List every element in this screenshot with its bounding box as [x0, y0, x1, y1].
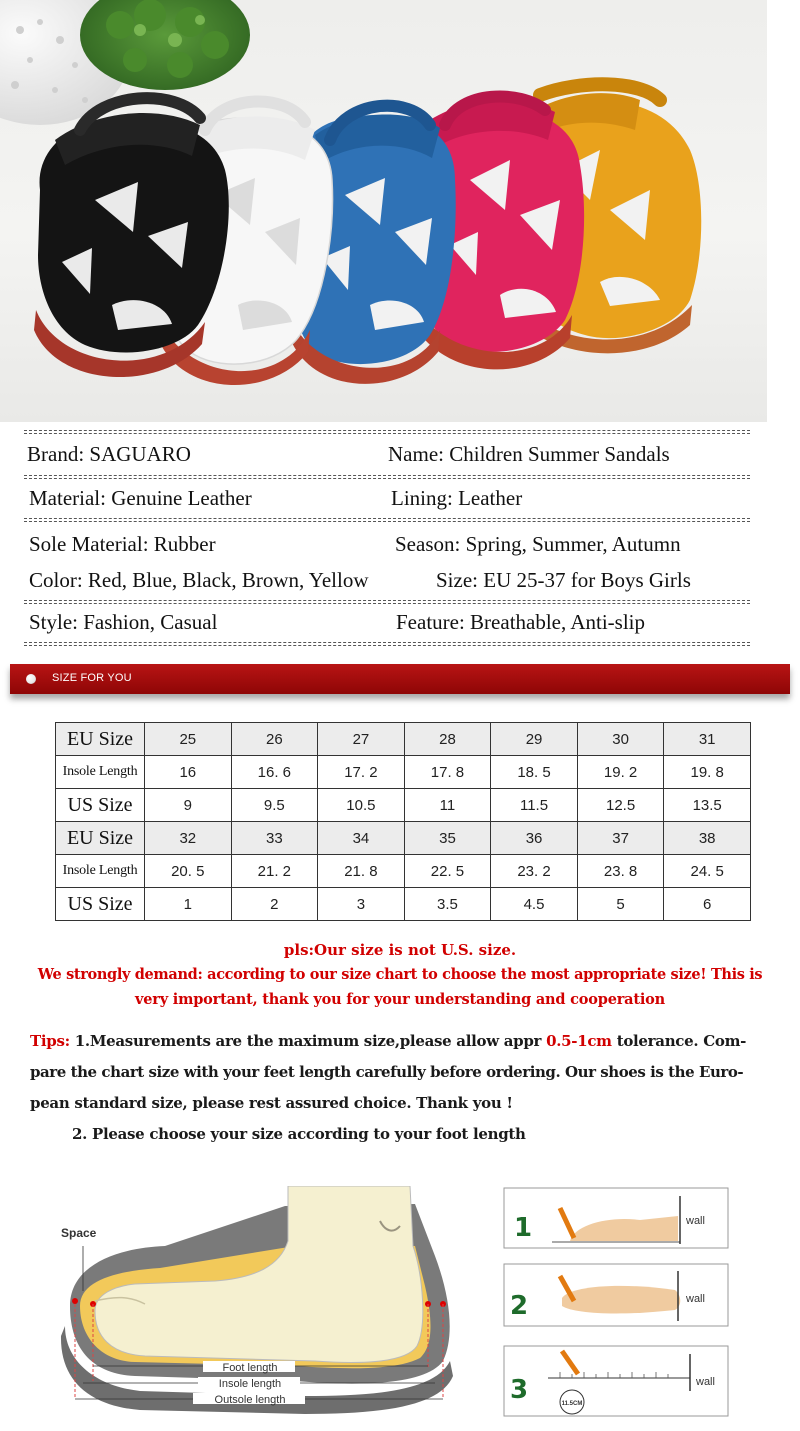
size-banner-label: SIZE FOR YOU	[52, 672, 132, 684]
spec-brand: Brand: SAGUARO	[27, 442, 191, 466]
size-demand: We strongly demand: according to our size chart to choose the most appropriate size! This is	[37, 966, 763, 983]
table-cell: 28	[404, 723, 491, 756]
table-row	[56, 756, 751, 789]
spec-name: Name: Children Summer Sandals	[388, 442, 670, 466]
spec-color: Color: Red, Blue, Black, Brown, Yellow	[29, 568, 369, 592]
spec-season: Season: Spring, Summer, Autumn	[395, 532, 681, 556]
spec-material: Material: Genuine Leather	[29, 486, 252, 510]
table-cell: 27	[318, 723, 405, 756]
table-row	[56, 723, 751, 756]
table-cell: 1	[145, 888, 232, 921]
table-cell: 16	[145, 756, 232, 789]
size-demand-cont: very important, thank you for your understanding and cooperation	[135, 991, 665, 1008]
table-cell: 12.5	[577, 789, 664, 822]
table-cell: 37	[577, 822, 664, 855]
ruler-reading: 11.5CM	[561, 1401, 583, 1407]
measurement-steps	[500, 1186, 732, 1421]
divider	[24, 478, 750, 479]
foot-icon	[562, 1286, 680, 1314]
table-cell: 30	[577, 723, 664, 756]
spec-style: Style: Fashion, Casual	[29, 610, 218, 634]
table-cell: 20. 5	[145, 855, 232, 888]
wall-label: wall	[686, 1215, 705, 1227]
divider	[24, 430, 750, 431]
table-cell: 9	[145, 789, 232, 822]
divider	[24, 603, 750, 604]
divider	[24, 475, 750, 476]
table-cell: 4.5	[491, 888, 578, 921]
divider	[24, 521, 750, 522]
table-cell: 38	[664, 822, 751, 855]
row-header: EU Size	[56, 723, 145, 756]
row-header: Insole Length	[56, 756, 145, 789]
table-cell: 3.5	[404, 888, 491, 921]
table-cell: 6	[664, 888, 751, 921]
table-cell: 13.5	[664, 789, 751, 822]
tips-text: tolerance. Com-	[616, 1032, 747, 1050]
step-2-panel	[504, 1264, 728, 1326]
table-cell: 17. 2	[318, 756, 405, 789]
table-cell: 34	[318, 822, 405, 855]
table-cell: 5	[577, 888, 664, 921]
foot-length-label: Foot length	[222, 1362, 278, 1374]
table-cell: 3	[318, 888, 405, 921]
divider	[24, 518, 750, 519]
divider	[24, 645, 750, 646]
divider	[24, 642, 750, 643]
table-cell: 26	[231, 723, 318, 756]
row-header: US Size	[56, 888, 145, 921]
wall-label: wall	[696, 1376, 715, 1388]
tips-line-1	[30, 1032, 746, 1050]
table-cell: 24. 5	[664, 855, 751, 888]
step-2-number: 2	[510, 1291, 529, 1321]
table-cell: 11.5	[491, 789, 578, 822]
step-1-panel	[504, 1188, 728, 1248]
spec-size: Size: EU 25-37 for Boys Girls	[436, 568, 691, 592]
spec-sole-material: Sole Material: Rubber	[29, 532, 216, 556]
step-1-number: 1	[514, 1213, 533, 1243]
table-cell: 21. 2	[231, 855, 318, 888]
table-cell: 36	[491, 822, 578, 855]
row-header: Insole Length	[56, 855, 145, 888]
table-cell: 31	[664, 723, 751, 756]
table-cell: 19. 8	[664, 756, 751, 789]
table-cell: 23. 2	[491, 855, 578, 888]
step-3-panel	[504, 1346, 728, 1416]
foot-measurement-diagram	[55, 1186, 465, 1416]
table-cell: 18. 5	[491, 756, 578, 789]
table-cell: 17. 8	[404, 756, 491, 789]
table-cell: 22. 5	[404, 855, 491, 888]
table-row	[56, 855, 751, 888]
table-cell: 23. 8	[577, 855, 664, 888]
table-cell: 19. 2	[577, 756, 664, 789]
space-label: Space	[61, 1226, 97, 1240]
size-banner	[10, 664, 790, 694]
table-cell: 21. 8	[318, 855, 405, 888]
insole-length-label: Insole length	[218, 1378, 282, 1390]
size-chart-table	[55, 722, 751, 921]
table-cell: 11	[404, 789, 491, 822]
outsole-length-label: Outsole length	[214, 1394, 286, 1406]
tips-line-3: pean standard size, please rest assured choice. Thank you !	[30, 1094, 513, 1112]
size-warning: pls:Our size is not U.S. size.	[283, 941, 517, 959]
table-row	[56, 888, 751, 921]
table-cell: 10.5	[318, 789, 405, 822]
tips-text: 1.Measurements are the maximum size,please allow appr	[74, 1032, 542, 1050]
divider	[24, 600, 750, 601]
table-cell: 32	[145, 822, 232, 855]
bullet-icon	[26, 674, 36, 684]
row-header: US Size	[56, 789, 145, 822]
sandal-black	[34, 98, 229, 377]
tolerance-value: 0.5-1cm	[546, 1032, 612, 1050]
product-photo	[0, 0, 767, 422]
table-cell: 2	[231, 888, 318, 921]
table-cell: 9.5	[231, 789, 318, 822]
divider	[24, 433, 750, 434]
row-header: EU Size	[56, 822, 145, 855]
table-row	[56, 822, 751, 855]
tips-label: Tips:	[30, 1032, 70, 1050]
table-cell: 29	[491, 723, 578, 756]
spec-lining: Lining: Leather	[391, 486, 523, 510]
table-cell: 25	[145, 723, 232, 756]
table-cell: 33	[231, 822, 318, 855]
tips-line-4: 2. Please choose your size according to your foot length	[72, 1125, 526, 1143]
table-row	[56, 789, 751, 822]
table-cell: 16. 6	[231, 756, 318, 789]
sandals-illustration	[0, 0, 767, 422]
wall-label: wall	[686, 1293, 705, 1305]
step-3-number: 3	[510, 1375, 529, 1405]
table-cell: 35	[404, 822, 491, 855]
spec-feature: Feature: Breathable, Anti-slip	[396, 610, 646, 634]
tips-line-2: pare the chart size with your feet length carefully before ordering. Our shoes is the Euro-	[30, 1063, 744, 1081]
